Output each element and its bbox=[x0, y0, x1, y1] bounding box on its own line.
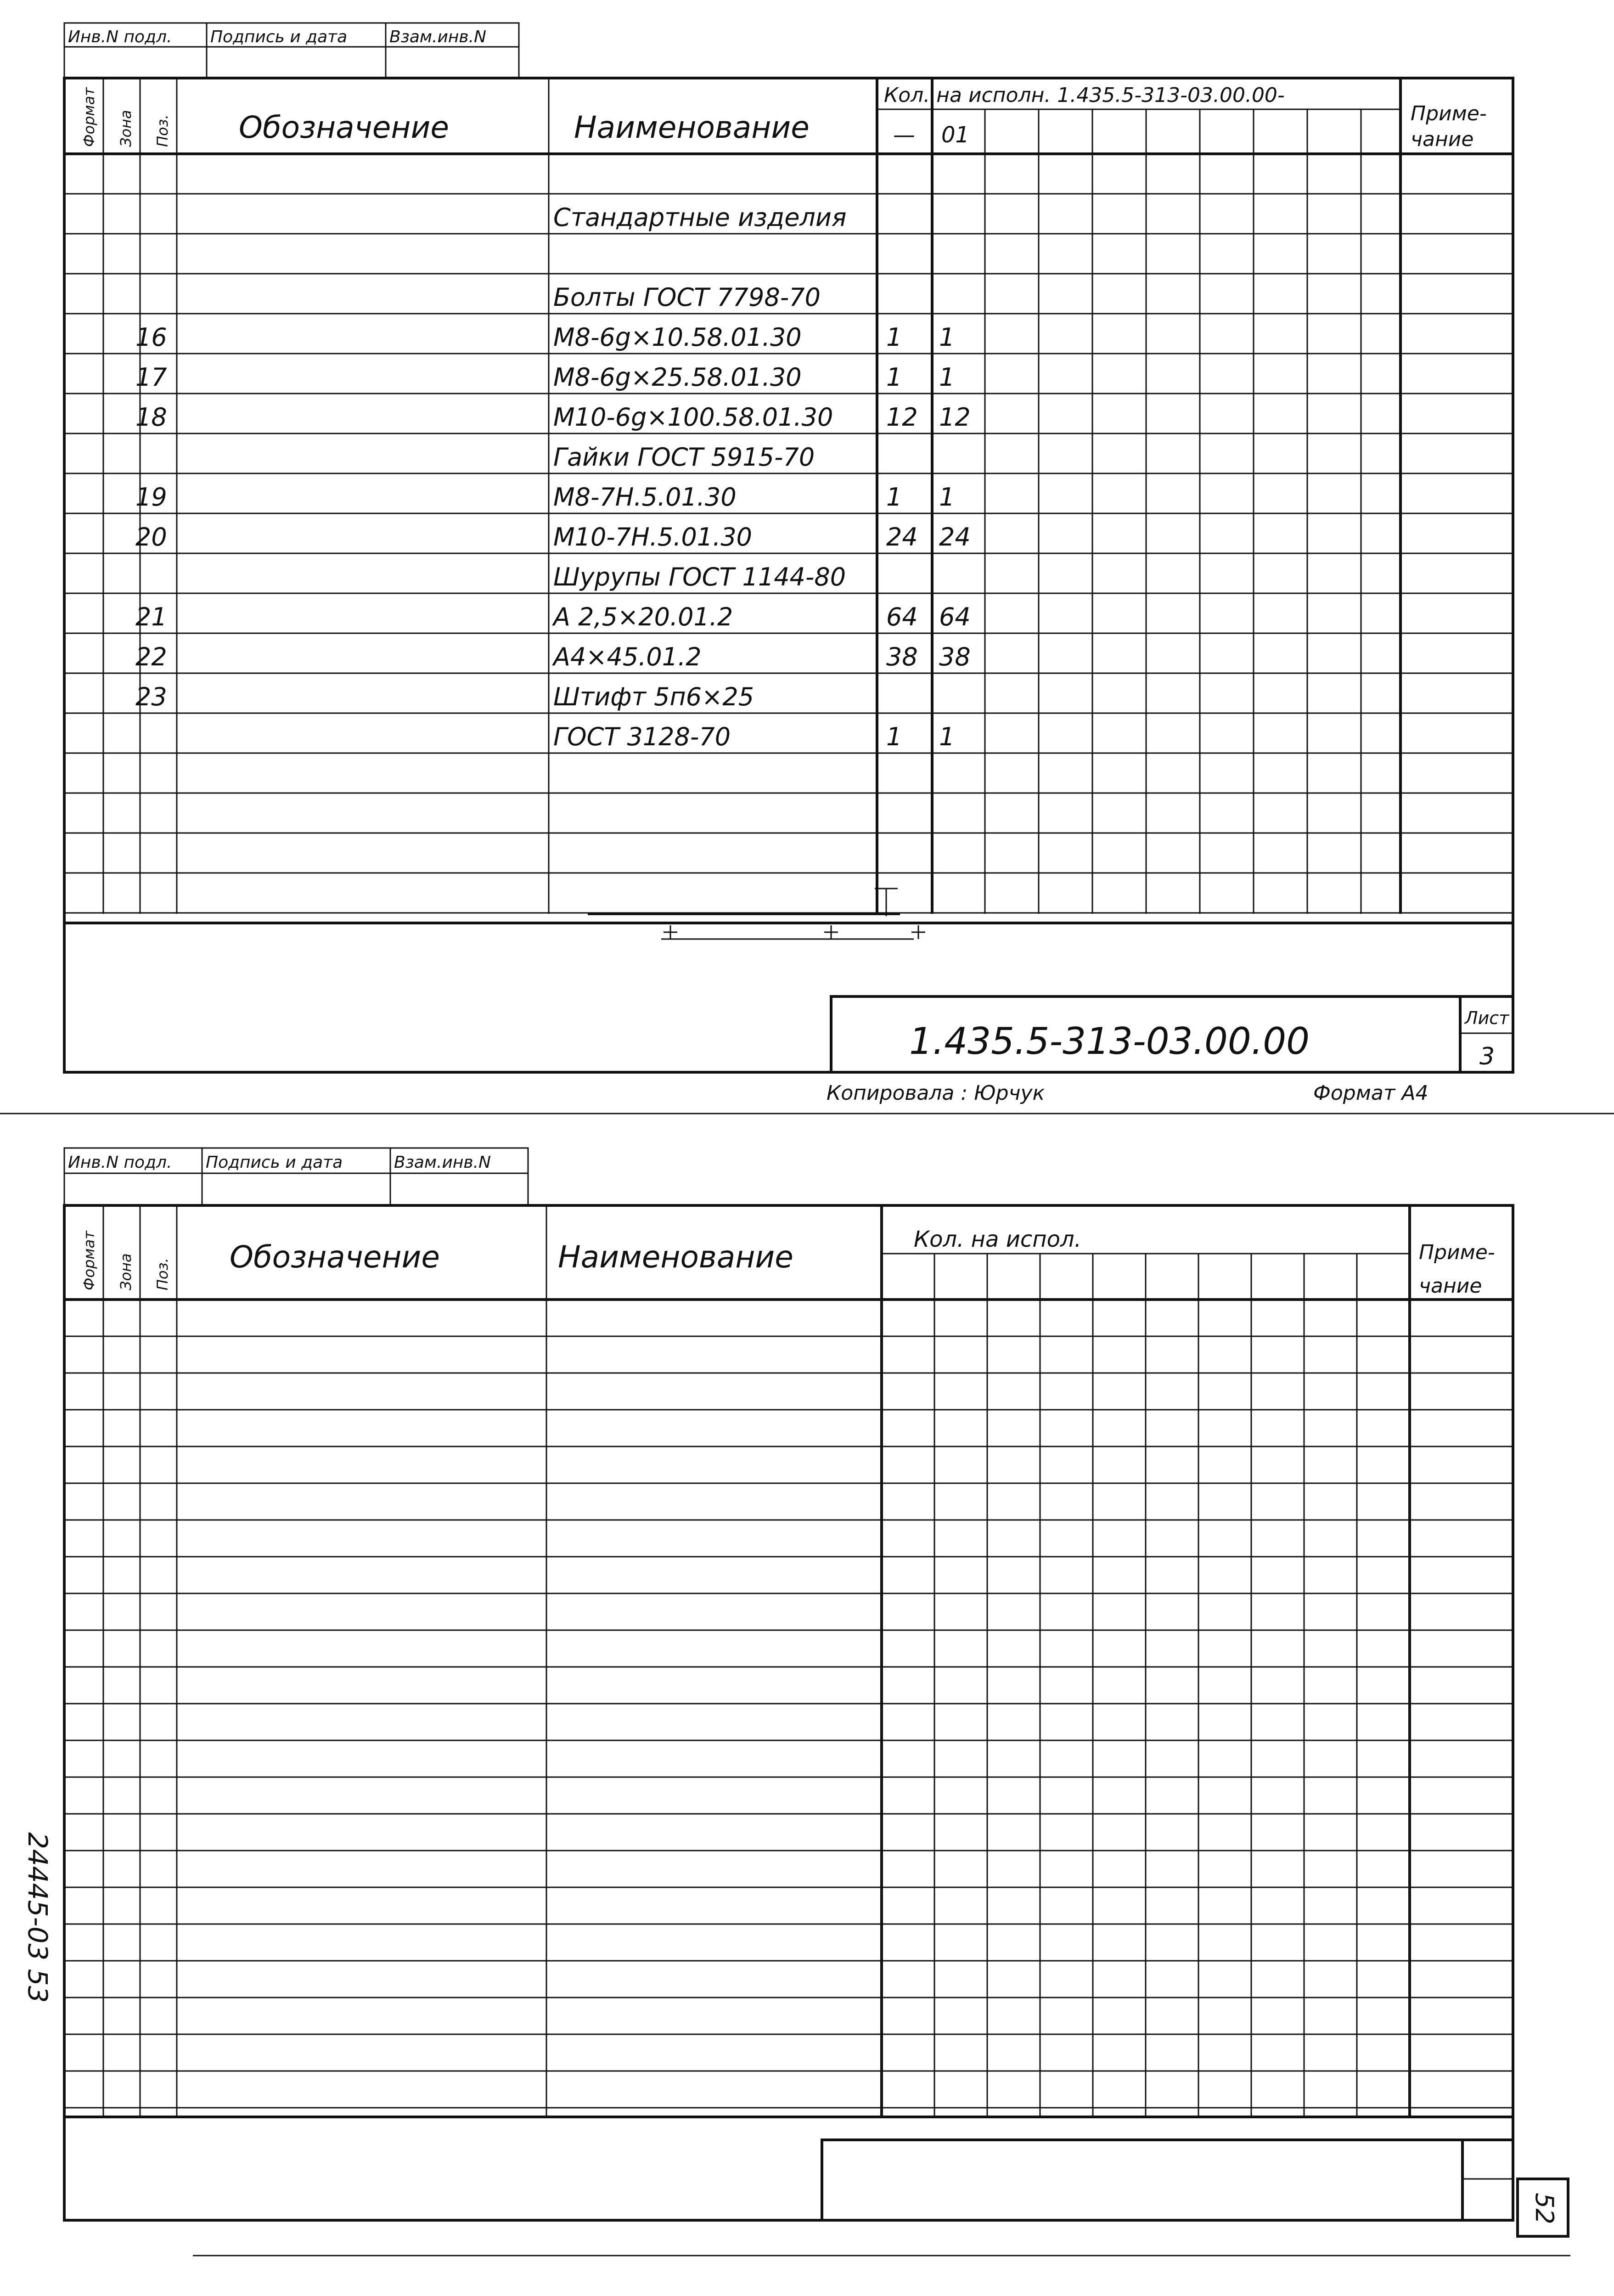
row-qty-01: 1 bbox=[939, 363, 955, 392]
page-number: 52 bbox=[1530, 2193, 1559, 2224]
row-name: М8-7Н.5.01.30 bbox=[553, 483, 737, 512]
row-qty-01: 1 bbox=[939, 722, 955, 751]
approval-stamp-2 bbox=[64, 1148, 528, 1205]
title-block-1 bbox=[64, 923, 1513, 1105]
row-qty-base: 64 bbox=[886, 602, 918, 631]
stamp2-sign-label: Подпись и дата bbox=[206, 1153, 343, 1172]
row-name: Болты ГОСТ 7798-70 bbox=[553, 283, 821, 312]
header-qty: Кол. на исполн. 1.435.5-313-03.00.00- bbox=[884, 84, 1285, 107]
header-pos: Поз. bbox=[154, 114, 171, 147]
row-name: А4×45.01.2 bbox=[553, 642, 702, 671]
row-position: 20 bbox=[135, 523, 167, 551]
header2-name: Наименование bbox=[558, 1239, 793, 1275]
header-note-2: чание bbox=[1411, 128, 1474, 151]
table-row bbox=[135, 403, 971, 432]
row-qty-base: 1 bbox=[886, 483, 902, 512]
spec-header-2 bbox=[64, 1227, 1513, 1300]
row-qty-01: 38 bbox=[939, 642, 971, 671]
row-position: 22 bbox=[135, 642, 167, 671]
row-qty-base: 12 bbox=[886, 403, 918, 432]
sheet-number: 3 bbox=[1479, 1043, 1495, 1070]
sheet-2-frame bbox=[64, 1205, 1513, 2220]
stamp-vzam-label: Взам.инв.N bbox=[389, 28, 487, 46]
header-qty-sub-1: — bbox=[893, 122, 915, 148]
row-position: 21 bbox=[135, 602, 167, 631]
sheet-2 bbox=[22, 1148, 1570, 2256]
spec-header-1 bbox=[64, 84, 1513, 154]
document-number: 1.435.5-313-03.00.00 bbox=[909, 1020, 1310, 1063]
row-position: 18 bbox=[135, 403, 167, 432]
table-row bbox=[553, 203, 847, 232]
header2-zone: Зона bbox=[117, 1253, 135, 1290]
copied-by: Копировала : Юрчук bbox=[827, 1081, 1045, 1105]
header-note-1: Приме- bbox=[1411, 102, 1487, 125]
table-row bbox=[135, 602, 971, 631]
row-qty-base: 24 bbox=[886, 523, 918, 551]
overlap-marks bbox=[588, 889, 925, 939]
row-qty-base: 1 bbox=[886, 363, 902, 392]
table-row bbox=[135, 523, 971, 551]
row-name: Штифт 5п6×25 bbox=[553, 682, 754, 711]
row-name: ГОСТ 3128-70 bbox=[553, 722, 731, 751]
table-row bbox=[553, 722, 955, 751]
header2-qty: Кол. на испол. bbox=[914, 1227, 1081, 1252]
header2-designation: Обозначение bbox=[230, 1239, 440, 1275]
format-label: Формат А4 bbox=[1313, 1081, 1428, 1105]
sheet-1 bbox=[64, 23, 1513, 1105]
header2-note-2: чание bbox=[1419, 1274, 1482, 1298]
table-row bbox=[553, 283, 821, 312]
table-row bbox=[135, 483, 955, 512]
row-name: М10-6g×100.58.01.30 bbox=[553, 403, 833, 432]
stamp-sign-label: Подпись и дата bbox=[210, 28, 348, 46]
table-row bbox=[553, 443, 815, 472]
row-name: Шурупы ГОСТ 1144-80 bbox=[553, 563, 846, 591]
sheet-label: Лист bbox=[1465, 1008, 1509, 1028]
header-format: Формат bbox=[80, 87, 98, 147]
header-designation: Обозначение bbox=[239, 110, 449, 145]
row-name: М8-6g×25.58.01.30 bbox=[553, 363, 802, 392]
header-name: Наименование bbox=[574, 110, 810, 145]
row-position: 23 bbox=[135, 682, 167, 711]
side-archive-code: 24445-03 53 bbox=[22, 1832, 53, 2003]
row-name: М8-6g×10.58.01.30 bbox=[553, 323, 802, 352]
header2-pos: Поз. bbox=[154, 1258, 171, 1290]
row-qty-base: 38 bbox=[886, 642, 918, 671]
row-qty-01: 24 bbox=[939, 523, 971, 551]
approval-stamp-1 bbox=[64, 23, 519, 78]
row-qty-01: 64 bbox=[939, 602, 971, 631]
stamp2-inv-label: Инв.N подл. bbox=[68, 1153, 172, 1172]
page-number-box bbox=[1518, 2179, 1568, 2236]
spec-grid-2 bbox=[64, 1205, 1513, 2117]
row-name: Гайки ГОСТ 5915-70 bbox=[553, 443, 815, 472]
stamp-inv-label: Инв.N подл. bbox=[68, 28, 172, 46]
row-qty-01: 1 bbox=[939, 483, 955, 512]
row-name: А 2,5×20.01.2 bbox=[553, 602, 733, 631]
table-row bbox=[135, 642, 971, 671]
row-qty-base: 1 bbox=[886, 722, 902, 751]
row-position: 16 bbox=[135, 323, 167, 352]
header-zone: Зона bbox=[117, 110, 135, 147]
row-qty-base: 1 bbox=[886, 323, 902, 352]
row-qty-01: 12 bbox=[939, 403, 971, 432]
table-row bbox=[135, 323, 955, 352]
table-row bbox=[135, 682, 754, 711]
table-row bbox=[135, 363, 955, 392]
header-qty-sub-2: 01 bbox=[941, 122, 970, 148]
table-row bbox=[553, 563, 846, 591]
title-block-2 bbox=[64, 2117, 1513, 2220]
header2-note-1: Приме- bbox=[1419, 1241, 1495, 1264]
spec-rows-1 bbox=[135, 203, 971, 751]
header2-format: Формат bbox=[80, 1231, 98, 1290]
row-position: 19 bbox=[135, 483, 167, 512]
row-name: М10-7Н.5.01.30 bbox=[553, 523, 753, 551]
row-qty-01: 1 bbox=[939, 323, 955, 352]
stamp2-vzam-label: Взам.инв.N bbox=[394, 1153, 491, 1172]
row-name: Стандартные изделия bbox=[553, 203, 847, 232]
row-position: 17 bbox=[135, 363, 167, 392]
